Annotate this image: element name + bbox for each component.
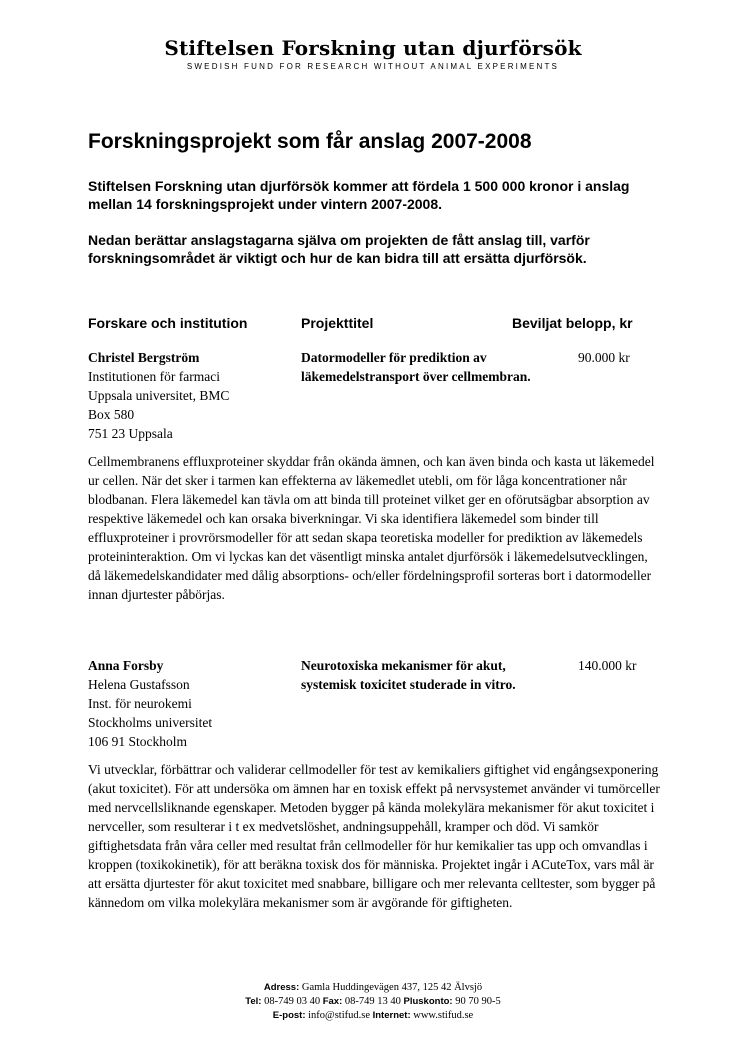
- footer-address-line: Adress: Gamla Huddingevägen 437, 125 42 Älvsjö: [263, 982, 483, 993]
- affiliation-line: Institutionen för farmaci: [88, 369, 220, 384]
- affiliation-line: Box 580: [88, 407, 135, 422]
- affiliation-line: Uppsala universitet, BMC: [88, 388, 230, 403]
- column-header-amount: Beviljat belopp, kr: [512, 315, 633, 331]
- email-link[interactable]: info@stifud.se: [308, 1010, 370, 1021]
- affiliation-line: Inst. för neurokemi: [88, 696, 192, 711]
- project-title: [301, 656, 571, 694]
- project-researcher-block: [88, 656, 298, 751]
- intro-paragraph-1: Stiftelsen Forskning utan djurförsök kommer att fördela 1 500 000 kronor i anslag mellan 14 forskningsprojekt under vintern 2007-2008.: [88, 178, 630, 212]
- researcher-name: Christel Bergström: [88, 350, 200, 365]
- affiliation-line: 751 23 Uppsala: [88, 426, 173, 441]
- project-description: Cellmembranens effluxproteiner skyddar från okända ämnen, och kan även binda och kasta ut läkemedel ur cellen. När det sker i tarmen kan effekterna av läkemedlet utebli, om för låga koncentrationer når blodbanan. Flera läkemedel kan tävla om att binda till proteinet vilket ger en oförutsägbar absorption av respektive läkemedel och kan orsaka biverkningar. Vi ska identifiera läkemedel som binder till effluxproteiner i provrörsmodeller för att sedan skapa teoretiska modeller for prediktion av läkemedels proteininteraktion. Om vi lyckas kan det väsentligt minska antalet djurförsök i läkemedelsutvecklingen, då läkemedelskandidater med dålig absorptions- och/eller fördelningsprofil sorteras bort i datormodeller innan djurtester påbörjas.: [88, 454, 655, 602]
- project-title-line: läkemedelstransport över cellmembran.: [301, 369, 531, 384]
- footer-phone-line: Tel: 08-749 03 40 Fax: 08-749 13 40 Pluskonto: 90 70 90-5: [245, 996, 501, 1007]
- project-description: Vi utvecklar, förbättrar och validerar cellmodeller för test av kemikaliers giftighet vid engångsexponering (akut toxicitet). För att undersöka om ämnen har en toxisk effekt på nervsystemet använder vi tumörceller med nervcellsliknande egenskaper. Metoden bygger på kända molekylära mekanismer för akut toxicitet i nervceller, som resulterar i t ex medvetslöshet, andningsuppehåll, kramper och död. Vi samkör giftighetsdata från våra celler med resultat från cellmodeller för hur kemikalier tas upp och omvandlas i kroppen (toxikokinetik), för att beräkna toxisk dos för människa. Projektet ingår i ACuteTox, vars mål är att ersätta djurtester för akut toxicitet med snabbare, billigare och mer relevanta celltester, som bygger på kännedom om vilka molekylära mekanismer som är avgörande för giftigheten.: [88, 762, 660, 910]
- affiliation-line: 106 91 Stockholm: [88, 734, 188, 749]
- affiliation-line: Stockholms universitet: [88, 715, 213, 730]
- project-amount: 140.000 kr: [578, 658, 637, 673]
- researcher-name: Anna Forsby: [88, 658, 164, 673]
- project-title-line: systemisk toxicitet studerade in vitro.: [301, 677, 516, 692]
- project-title-line: Neurotoxiska mekanismer för akut,: [301, 658, 506, 673]
- project-amount: 90.000 kr: [578, 350, 630, 365]
- project-researcher-block: [88, 348, 298, 443]
- affiliation-line: Helena Gustafsson: [88, 677, 190, 692]
- project-title-line: Datormodeller för prediktion av: [301, 350, 487, 365]
- org-name: Stiftelsen Forskning utan djurförsök: [164, 36, 582, 60]
- website-link[interactable]: www.stifud.se: [413, 1010, 474, 1021]
- project-title: [301, 348, 571, 386]
- intro-paragraph-2: Nedan berättar anslagstagarna själva om projekten de fått anslag till, varför forskningsområdet är viktigt och hur de kan bidra till att ersätta djurförsök.: [88, 232, 590, 266]
- column-header-researcher: Forskare och institution: [88, 315, 248, 331]
- page-title: Forskningsprojekt som får anslag 2007-2008: [88, 130, 532, 153]
- column-header-project-title: Projekttitel: [301, 315, 374, 331]
- footer-contact-line: E-post: info@stifud.se Internet: www.stifud.se: [272, 1010, 474, 1021]
- org-subtitle: SWEDISH FUND FOR RESEARCH WITHOUT ANIMAL EXPERIMENTS: [186, 62, 560, 71]
